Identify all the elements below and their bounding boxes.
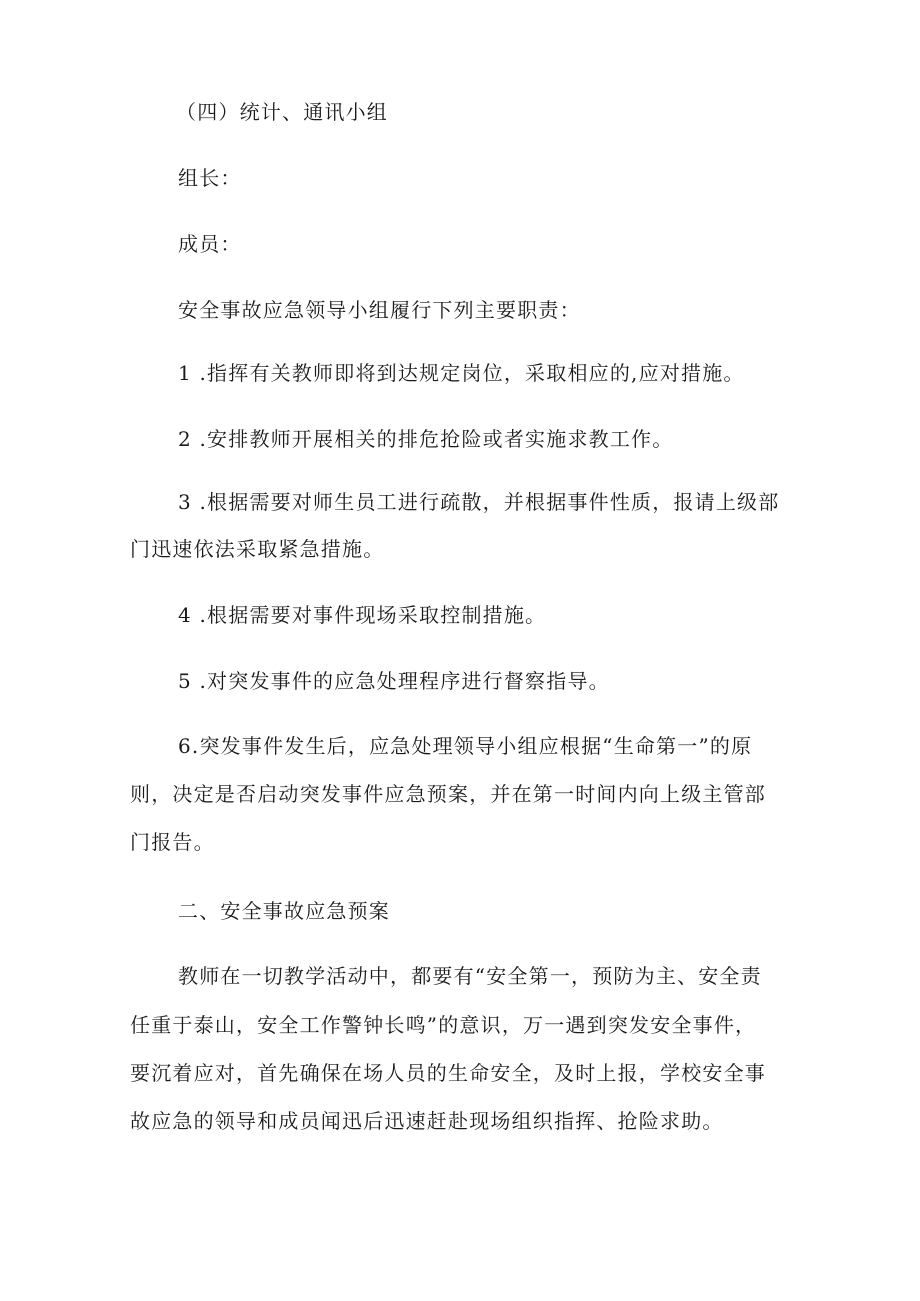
paragraph-line-3: 要沉着应对，首先确保在场人员的生命安全，及时上报，学校安全事 (130, 1061, 766, 1085)
duty-1: 1 .指挥有关教师即将到达规定岗位，采取相应的,应对措施。 (178, 361, 745, 385)
members-label: 成员： (178, 232, 242, 256)
duties-intro: 安全事故应急领导小组履行下列主要职责： (178, 298, 581, 322)
duty-6-line-3: 门报告。 (130, 830, 215, 854)
duty-3-line-1: 3 .根据需要对师生员工进行疏散，并根据事件性质，报请上级部 (178, 490, 780, 514)
duty-2: 2 .安排教师开展相关的排危抢险或者实施求教工作。 (178, 427, 674, 451)
duty-6-line-2: 则，决定是否启动突发事件应急预案，并在第一时间内向上级主管部 (130, 782, 766, 806)
paragraph-line-2: 任重于泰山，安全工作警钟长鸣”的意识，万一遇到突发安全事件， (130, 1013, 757, 1037)
comm-group-heading: （四）统计、通讯小组 (176, 100, 388, 124)
duty-5: 5 .对突发事件的应急处理程序进行督察指导。 (178, 669, 610, 693)
section-two-heading: 二、安全事故应急预案 (178, 899, 390, 923)
paragraph-line-1: 教师在一切教学活动中，都要有“安全第一，预防为主、安全责 (178, 964, 762, 988)
duty-6-line-1: 6.突发事件发生后，应急处理领导小组应根据“生命第一”的原 (178, 734, 753, 758)
duty-3-line-2: 门迅速依法采取紧急措施。 (130, 537, 385, 561)
paragraph-line-4: 故应急的领导和成员闻迅后迅速赶赴现场组织指挥、抢险求助。 (130, 1109, 724, 1133)
leader-label: 组长： (178, 166, 242, 190)
duty-4: 4 .根据需要对事件现场采取控制措施。 (178, 603, 547, 627)
